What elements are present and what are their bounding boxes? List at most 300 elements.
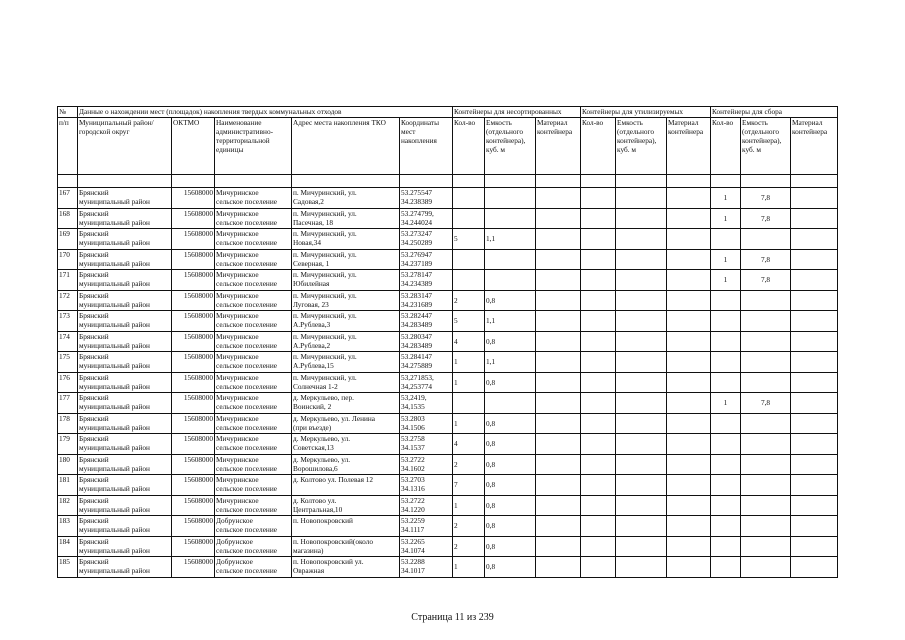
header-unsorted-group: Контейнеры для несортированных — [453, 107, 581, 118]
address-cell — [292, 495, 400, 516]
coords-cell-line: 53.283147 — [401, 290, 433, 300]
admin-unit-cell — [215, 229, 292, 250]
coords-cell-line: 34.283489 — [401, 320, 433, 329]
unsorted-capacity-cell: 0,8 — [485, 475, 536, 496]
table-row — [58, 413, 838, 434]
address-cell-line: д. Меркульево, ул. — [293, 454, 351, 464]
coords-cell — [400, 495, 453, 516]
address-cell-line: п. Новопокровский(около — [293, 536, 374, 546]
oktmo-cell: 15608000 — [172, 331, 215, 352]
unsorted-capacity-cell: 1,1 — [485, 352, 536, 373]
admin-unit-cell-line: сельское поселение — [216, 340, 277, 350]
municipal-cell-line: Брянский — [79, 413, 109, 423]
admin-unit-cell-line: Мичуринское — [216, 270, 259, 279]
row-number: 174 — [58, 331, 78, 352]
coords-cell-line: 34.1602 — [401, 463, 425, 473]
row-number: 167 — [58, 188, 78, 209]
coords-cell-line: 34.238389 — [401, 197, 433, 206]
collect-capacity-cell — [741, 413, 791, 434]
admin-unit-cell-line: сельское поселение — [216, 463, 277, 473]
coords-cell-line: 34.275889 — [401, 361, 433, 370]
address-cell-line: п. Мичуринский, ул. — [293, 352, 357, 361]
admin-unit-cell-line: Мичуринское — [216, 413, 259, 423]
municipal-cell — [78, 249, 172, 270]
municipal-cell — [78, 393, 172, 414]
address-cell — [292, 393, 400, 414]
collect-material-cell — [791, 516, 838, 537]
recycle-count-cell — [581, 434, 616, 455]
address-cell-line: Овражная — [293, 566, 325, 575]
municipal-cell — [78, 311, 172, 332]
unsorted-capacity-cell — [485, 188, 536, 209]
coords-cell — [400, 249, 453, 270]
collect-count-cell — [711, 311, 741, 332]
municipal-cell-line: Брянский — [79, 331, 109, 341]
unsorted-count-cell — [453, 270, 485, 291]
unsorted-count-cell — [453, 188, 485, 209]
oktmo-cell: 15608000 — [172, 516, 215, 537]
unsorted-capacity-cell: 0,8 — [485, 557, 536, 578]
unsorted-capacity-cell — [485, 208, 536, 229]
admin-unit-cell-line: Мичуринское — [216, 188, 259, 197]
collect-material-cell — [791, 372, 838, 393]
address-cell — [292, 372, 400, 393]
municipal-cell — [78, 270, 172, 291]
municipal-cell — [78, 495, 172, 516]
address-cell-line: п. Мичуринский, ул. — [293, 188, 357, 197]
recycle-capacity-cell — [616, 331, 667, 352]
municipal-cell-line: Брянский — [79, 229, 109, 238]
address-cell-line: п. Мичуринский, ул. — [293, 229, 357, 238]
collect-capacity-cell: 7,8 — [741, 393, 791, 414]
collect-capacity-cell — [741, 516, 791, 537]
admin-unit-cell-line: сельское поселение — [216, 422, 277, 432]
admin-unit-cell-line: Мичуринское — [216, 290, 259, 300]
coords-cell — [400, 208, 453, 229]
row-number: 185 — [58, 557, 78, 578]
admin-unit-cell — [215, 434, 292, 455]
unsorted-count-cell: 2 — [453, 290, 485, 311]
municipal-cell-line: муниципальный район — [79, 525, 150, 534]
address-cell — [292, 352, 400, 373]
unsorted-capacity-cell: 0,8 — [485, 413, 536, 434]
unsorted-material-cell — [536, 229, 581, 250]
recycle-count-cell — [581, 372, 616, 393]
coords-cell-line: 34.283489 — [401, 340, 433, 350]
collect-capacity-cell — [741, 311, 791, 332]
admin-unit-cell-line: Мичуринское — [216, 434, 259, 443]
collect-material-cell — [791, 331, 838, 352]
unsorted-count-cell: 2 — [453, 536, 485, 557]
oktmo-cell: 15608000 — [172, 536, 215, 557]
document-sheet — [57, 106, 838, 578]
admin-unit-cell-line: Мичуринское — [216, 311, 259, 320]
admin-unit-cell — [215, 536, 292, 557]
recycle-capacity-cell — [616, 393, 667, 414]
header-coords: Координаты мест накопления — [400, 118, 453, 175]
unsorted-material-cell — [536, 475, 581, 496]
municipal-cell — [78, 434, 172, 455]
coords-cell — [400, 557, 453, 578]
table-row — [58, 516, 838, 537]
oktmo-cell: 15608000 — [172, 495, 215, 516]
row-number: 180 — [58, 454, 78, 475]
admin-unit-cell-line: сельское поселение — [216, 299, 277, 309]
oktmo-cell: 15608000 — [172, 229, 215, 250]
municipal-cell-line: муниципальный район — [79, 258, 150, 268]
unsorted-material-cell — [536, 290, 581, 311]
coords-cell-line: 34.250289 — [401, 238, 433, 247]
admin-unit-cell-line: Мичуринское — [216, 454, 259, 464]
collect-count-cell: 1 — [711, 270, 741, 291]
coords-cell-line: 53.280347 — [401, 331, 433, 341]
municipal-cell-line: Брянский — [79, 536, 109, 546]
recycle-material-cell — [667, 188, 711, 209]
header-unsorted-capacity: Емкость (отдельного контейнера), куб. м — [485, 118, 536, 175]
coords-cell-line: 53.278147 — [401, 270, 433, 279]
header-collect-material: Материал контейнера — [791, 118, 838, 175]
oktmo-cell: 15608000 — [172, 270, 215, 291]
table-row — [58, 331, 838, 352]
coords-cell-line: 53.284147 — [401, 352, 433, 361]
municipal-cell-line: муниципальный район — [79, 381, 150, 391]
recycle-count-cell — [581, 311, 616, 332]
address-cell-line: (при въезде) — [293, 422, 332, 432]
admin-unit-cell-line: Мичуринское — [216, 331, 259, 341]
collect-material-cell — [791, 311, 838, 332]
unsorted-count-cell: 1 — [453, 557, 485, 578]
recycle-count-cell — [581, 557, 616, 578]
municipal-cell-line: муниципальный район — [79, 279, 150, 288]
collect-capacity-cell: 7,8 — [741, 270, 791, 291]
municipal-cell-line: муниципальный район — [79, 340, 150, 350]
recycle-capacity-cell — [616, 454, 667, 475]
table-row — [58, 208, 838, 229]
municipal-cell-line: Брянский — [79, 557, 109, 566]
collect-count-cell — [711, 331, 741, 352]
table-row — [58, 393, 838, 414]
municipal-cell-line: Брянский — [79, 249, 109, 259]
admin-unit-cell — [215, 495, 292, 516]
collect-count-cell: 1 — [711, 249, 741, 270]
coords-cell-line: 53.275547 — [401, 188, 433, 197]
unsorted-count-cell: 2 — [453, 454, 485, 475]
municipal-cell — [78, 229, 172, 250]
collect-capacity-cell — [741, 434, 791, 455]
oktmo-cell: 15608000 — [172, 208, 215, 229]
coords-cell — [400, 516, 453, 537]
admin-unit-cell-line: сельское поселение — [216, 504, 277, 514]
recycle-capacity-cell — [616, 536, 667, 557]
coords-cell — [400, 475, 453, 496]
oktmo-cell: 15608000 — [172, 352, 215, 373]
unsorted-count-cell: 2 — [453, 516, 485, 537]
spacer-row — [58, 175, 838, 188]
address-cell — [292, 290, 400, 311]
recycle-capacity-cell — [616, 229, 667, 250]
unsorted-capacity-cell: 0,8 — [485, 290, 536, 311]
row-number: 176 — [58, 372, 78, 393]
collect-material-cell — [791, 208, 838, 229]
coords-cell — [400, 352, 453, 373]
coords-cell-line: 53,271853, — [401, 372, 434, 382]
admin-unit-cell-line: сельское поселение — [216, 197, 277, 206]
header-recycle-capacity: Емкость (отдельного контейнера), куб. м — [616, 118, 667, 175]
admin-unit-cell — [215, 249, 292, 270]
municipal-cell-line: Брянский — [79, 475, 109, 484]
collect-capacity-cell — [741, 557, 791, 578]
recycle-capacity-cell — [616, 475, 667, 496]
admin-unit-cell-line: Мичуринское — [216, 495, 259, 505]
municipal-cell-line: Брянский — [79, 352, 109, 361]
municipal-cell-line: муниципальный район — [79, 443, 150, 452]
collect-capacity-cell: 7,8 — [741, 188, 791, 209]
recycle-capacity-cell — [616, 208, 667, 229]
unsorted-count-cell: 1 — [453, 352, 485, 373]
address-cell-line: д. Колтово ул. Полевая 12 — [293, 475, 374, 484]
municipal-cell-line: муниципальный район — [79, 238, 150, 247]
recycle-count-cell — [581, 208, 616, 229]
collect-capacity-cell — [741, 536, 791, 557]
address-cell-line: Солнечная 1-2 — [293, 381, 338, 391]
oktmo-cell: 15608000 — [172, 434, 215, 455]
municipal-cell-line: Брянский — [79, 434, 109, 443]
admin-unit-cell — [215, 413, 292, 434]
coords-cell-line: 53.2722 — [401, 495, 425, 505]
collect-count-cell — [711, 434, 741, 455]
header-recycle-count: Кол-во — [581, 118, 616, 175]
table-row — [58, 454, 838, 475]
recycle-capacity-cell — [616, 557, 667, 578]
collect-count-cell: 1 — [711, 393, 741, 414]
address-cell-line: п. Мичуринский, ул. — [293, 208, 357, 218]
admin-unit-cell-line: сельское поселение — [216, 258, 277, 268]
unsorted-capacity-cell: 1,1 — [485, 229, 536, 250]
admin-unit-cell-line: Добрунское — [216, 557, 253, 566]
address-cell-line: Новая,34 — [293, 238, 321, 247]
admin-unit-cell-line: сельское поселение — [216, 545, 277, 555]
recycle-material-cell — [667, 516, 711, 537]
municipal-cell-line: муниципальный район — [79, 463, 150, 473]
row-number: 169 — [58, 229, 78, 250]
municipal-cell-line: Брянский — [79, 393, 109, 402]
coords-cell-line: 34.1220 — [401, 504, 425, 514]
recycle-material-cell — [667, 249, 711, 270]
address-cell-line: п. Новопокровский — [293, 516, 353, 525]
admin-unit-cell-line: сельское поселение — [216, 381, 277, 391]
admin-unit-cell-line: сельское поселение — [216, 443, 277, 452]
coords-cell-line: 53.274799, — [401, 208, 434, 218]
municipal-cell-line: муниципальный район — [79, 197, 150, 206]
recycle-count-cell — [581, 454, 616, 475]
recycle-count-cell — [581, 188, 616, 209]
coords-cell-line: 53.2703 — [401, 475, 425, 484]
header-unsorted-count: Кол-во — [453, 118, 485, 175]
header-pn: п/п — [58, 118, 78, 175]
coords-cell-line: 53.2259 — [401, 516, 425, 525]
unsorted-material-cell — [536, 372, 581, 393]
recycle-material-cell — [667, 331, 711, 352]
address-cell — [292, 536, 400, 557]
municipal-cell-line: муниципальный район — [79, 504, 150, 514]
collect-count-cell — [711, 413, 741, 434]
address-cell-line: п. Мичуринский, ул. — [293, 290, 357, 300]
admin-unit-cell — [215, 290, 292, 311]
address-cell-line: Юбилейная — [293, 279, 330, 288]
collect-capacity-cell — [741, 290, 791, 311]
coords-cell-line: 34.1316 — [401, 484, 425, 493]
address-cell-line: магазина) — [293, 545, 324, 555]
address-cell-line: п. Мичуринский, ул. — [293, 372, 357, 382]
address-cell-line: д. Колтово ул. — [293, 495, 337, 505]
oktmo-cell: 15608000 — [172, 188, 215, 209]
municipal-cell — [78, 290, 172, 311]
unsorted-capacity-cell: 0,8 — [485, 434, 536, 455]
address-cell-line: Луговая, 23 — [293, 299, 329, 309]
recycle-material-cell — [667, 229, 711, 250]
coords-cell-line: 53.276947 — [401, 249, 433, 259]
coords-cell — [400, 229, 453, 250]
recycle-capacity-cell — [616, 495, 667, 516]
header-oktmo: ОКТМО — [172, 118, 215, 175]
coords-cell-line: 34.244024 — [401, 217, 433, 227]
municipal-cell-line: Брянский — [79, 372, 109, 382]
recycle-capacity-cell — [616, 311, 667, 332]
unsorted-capacity-cell: 0,8 — [485, 536, 536, 557]
recycle-count-cell — [581, 352, 616, 373]
header-collect-capacity: Емкость (отдельного контейнера), куб. м — [741, 118, 791, 175]
coords-cell-line: 34.1506 — [401, 422, 425, 432]
coords-cell-line: 53.2265 — [401, 536, 425, 546]
coords-cell-line: 53.2288 — [401, 557, 425, 566]
admin-unit-cell-line: сельское поселение — [216, 566, 277, 575]
unsorted-capacity-cell: 1,1 — [485, 311, 536, 332]
address-cell-line: д. Меркульево, ул. Ленина — [293, 413, 376, 423]
table-body — [58, 188, 838, 578]
recycle-material-cell — [667, 311, 711, 332]
recycle-material-cell — [667, 475, 711, 496]
coords-cell-line: 34.1074 — [401, 545, 425, 555]
collect-material-cell — [791, 188, 838, 209]
row-number: 179 — [58, 434, 78, 455]
recycle-count-cell — [581, 536, 616, 557]
unsorted-capacity-cell: 0,8 — [485, 331, 536, 352]
recycle-material-cell — [667, 413, 711, 434]
admin-unit-cell-line: Мичуринское — [216, 208, 259, 218]
admin-unit-cell — [215, 331, 292, 352]
admin-unit-cell-line: Добрунское — [216, 536, 253, 546]
address-cell-line: Воинский, 2 — [293, 402, 332, 411]
oktmo-cell: 15608000 — [172, 311, 215, 332]
unsorted-count-cell: 7 — [453, 475, 485, 496]
coords-cell-line: 53.2803 — [401, 413, 425, 423]
municipal-cell-line: Брянский — [79, 188, 109, 197]
recycle-count-cell — [581, 331, 616, 352]
coords-cell-line: 34,253774 — [401, 381, 433, 391]
municipal-cell — [78, 557, 172, 578]
coords-cell-line: 34.237189 — [401, 258, 433, 268]
row-number: 172 — [58, 290, 78, 311]
collect-capacity-cell — [741, 495, 791, 516]
unsorted-material-cell — [536, 557, 581, 578]
collect-count-cell: 1 — [711, 208, 741, 229]
municipal-cell-line: муниципальный район — [79, 422, 150, 432]
address-cell-line: п. Мичуринский, ул. — [293, 311, 357, 320]
table-row — [58, 270, 838, 291]
coords-cell — [400, 454, 453, 475]
unsorted-material-cell — [536, 208, 581, 229]
coords-cell-line: 53.2722 — [401, 454, 425, 464]
oktmo-cell: 15608000 — [172, 475, 215, 496]
page-footer: Страница 11 из 239 — [411, 612, 494, 623]
municipal-cell-line: Брянский — [79, 311, 109, 320]
unsorted-count-cell: 1 — [453, 413, 485, 434]
collect-material-cell — [791, 229, 838, 250]
admin-unit-cell-line: Мичуринское — [216, 372, 259, 382]
coords-cell — [400, 331, 453, 352]
unsorted-count-cell — [453, 393, 485, 414]
municipal-cell — [78, 413, 172, 434]
collect-material-cell — [791, 434, 838, 455]
address-cell — [292, 557, 400, 578]
municipal-cell-line: муниципальный район — [79, 402, 150, 411]
admin-unit-cell-line: Добрунское — [216, 516, 253, 525]
collect-material-cell — [791, 475, 838, 496]
address-cell-line: п. Мичуринский, ул. — [293, 331, 357, 341]
header-recycle-group: Контейнеры для утилизируемых — [581, 107, 711, 118]
collect-count-cell — [711, 495, 741, 516]
collect-count-cell — [711, 229, 741, 250]
admin-unit-cell — [215, 208, 292, 229]
collect-count-cell — [711, 536, 741, 557]
recycle-count-cell — [581, 229, 616, 250]
row-number: 171 — [58, 270, 78, 291]
coords-cell — [400, 311, 453, 332]
collect-count-cell — [711, 475, 741, 496]
unsorted-capacity-cell — [485, 393, 536, 414]
address-cell-line: А.Рублева,15 — [293, 361, 334, 370]
admin-unit-cell — [215, 454, 292, 475]
address-cell — [292, 331, 400, 352]
coords-cell — [400, 434, 453, 455]
unsorted-capacity-cell — [485, 249, 536, 270]
municipal-cell — [78, 516, 172, 537]
collect-count-cell — [711, 352, 741, 373]
coords-cell-line: 34.234389 — [401, 279, 433, 288]
header-collect-group: Контейнеры для сбора — [711, 107, 838, 118]
unsorted-material-cell — [536, 516, 581, 537]
municipal-cell-line: Брянский — [79, 495, 109, 505]
table-row — [58, 495, 838, 516]
row-number: 177 — [58, 393, 78, 414]
table-row — [58, 290, 838, 311]
collect-capacity-cell: 7,8 — [741, 249, 791, 270]
collect-count-cell — [711, 290, 741, 311]
municipal-cell-line: муниципальный район — [79, 484, 150, 493]
collect-material-cell — [791, 413, 838, 434]
collect-count-cell — [711, 454, 741, 475]
row-number: 168 — [58, 208, 78, 229]
recycle-capacity-cell — [616, 516, 667, 537]
recycle-capacity-cell — [616, 434, 667, 455]
address-cell-line: Пасечная, 18 — [293, 217, 334, 227]
municipal-cell — [78, 372, 172, 393]
recycle-material-cell — [667, 393, 711, 414]
address-cell-line: Советская,13 — [293, 443, 334, 452]
unsorted-count-cell: 5 — [453, 229, 485, 250]
admin-unit-cell-line: Мичуринское — [216, 249, 259, 259]
municipal-cell-line: муниципальный район — [79, 217, 150, 227]
